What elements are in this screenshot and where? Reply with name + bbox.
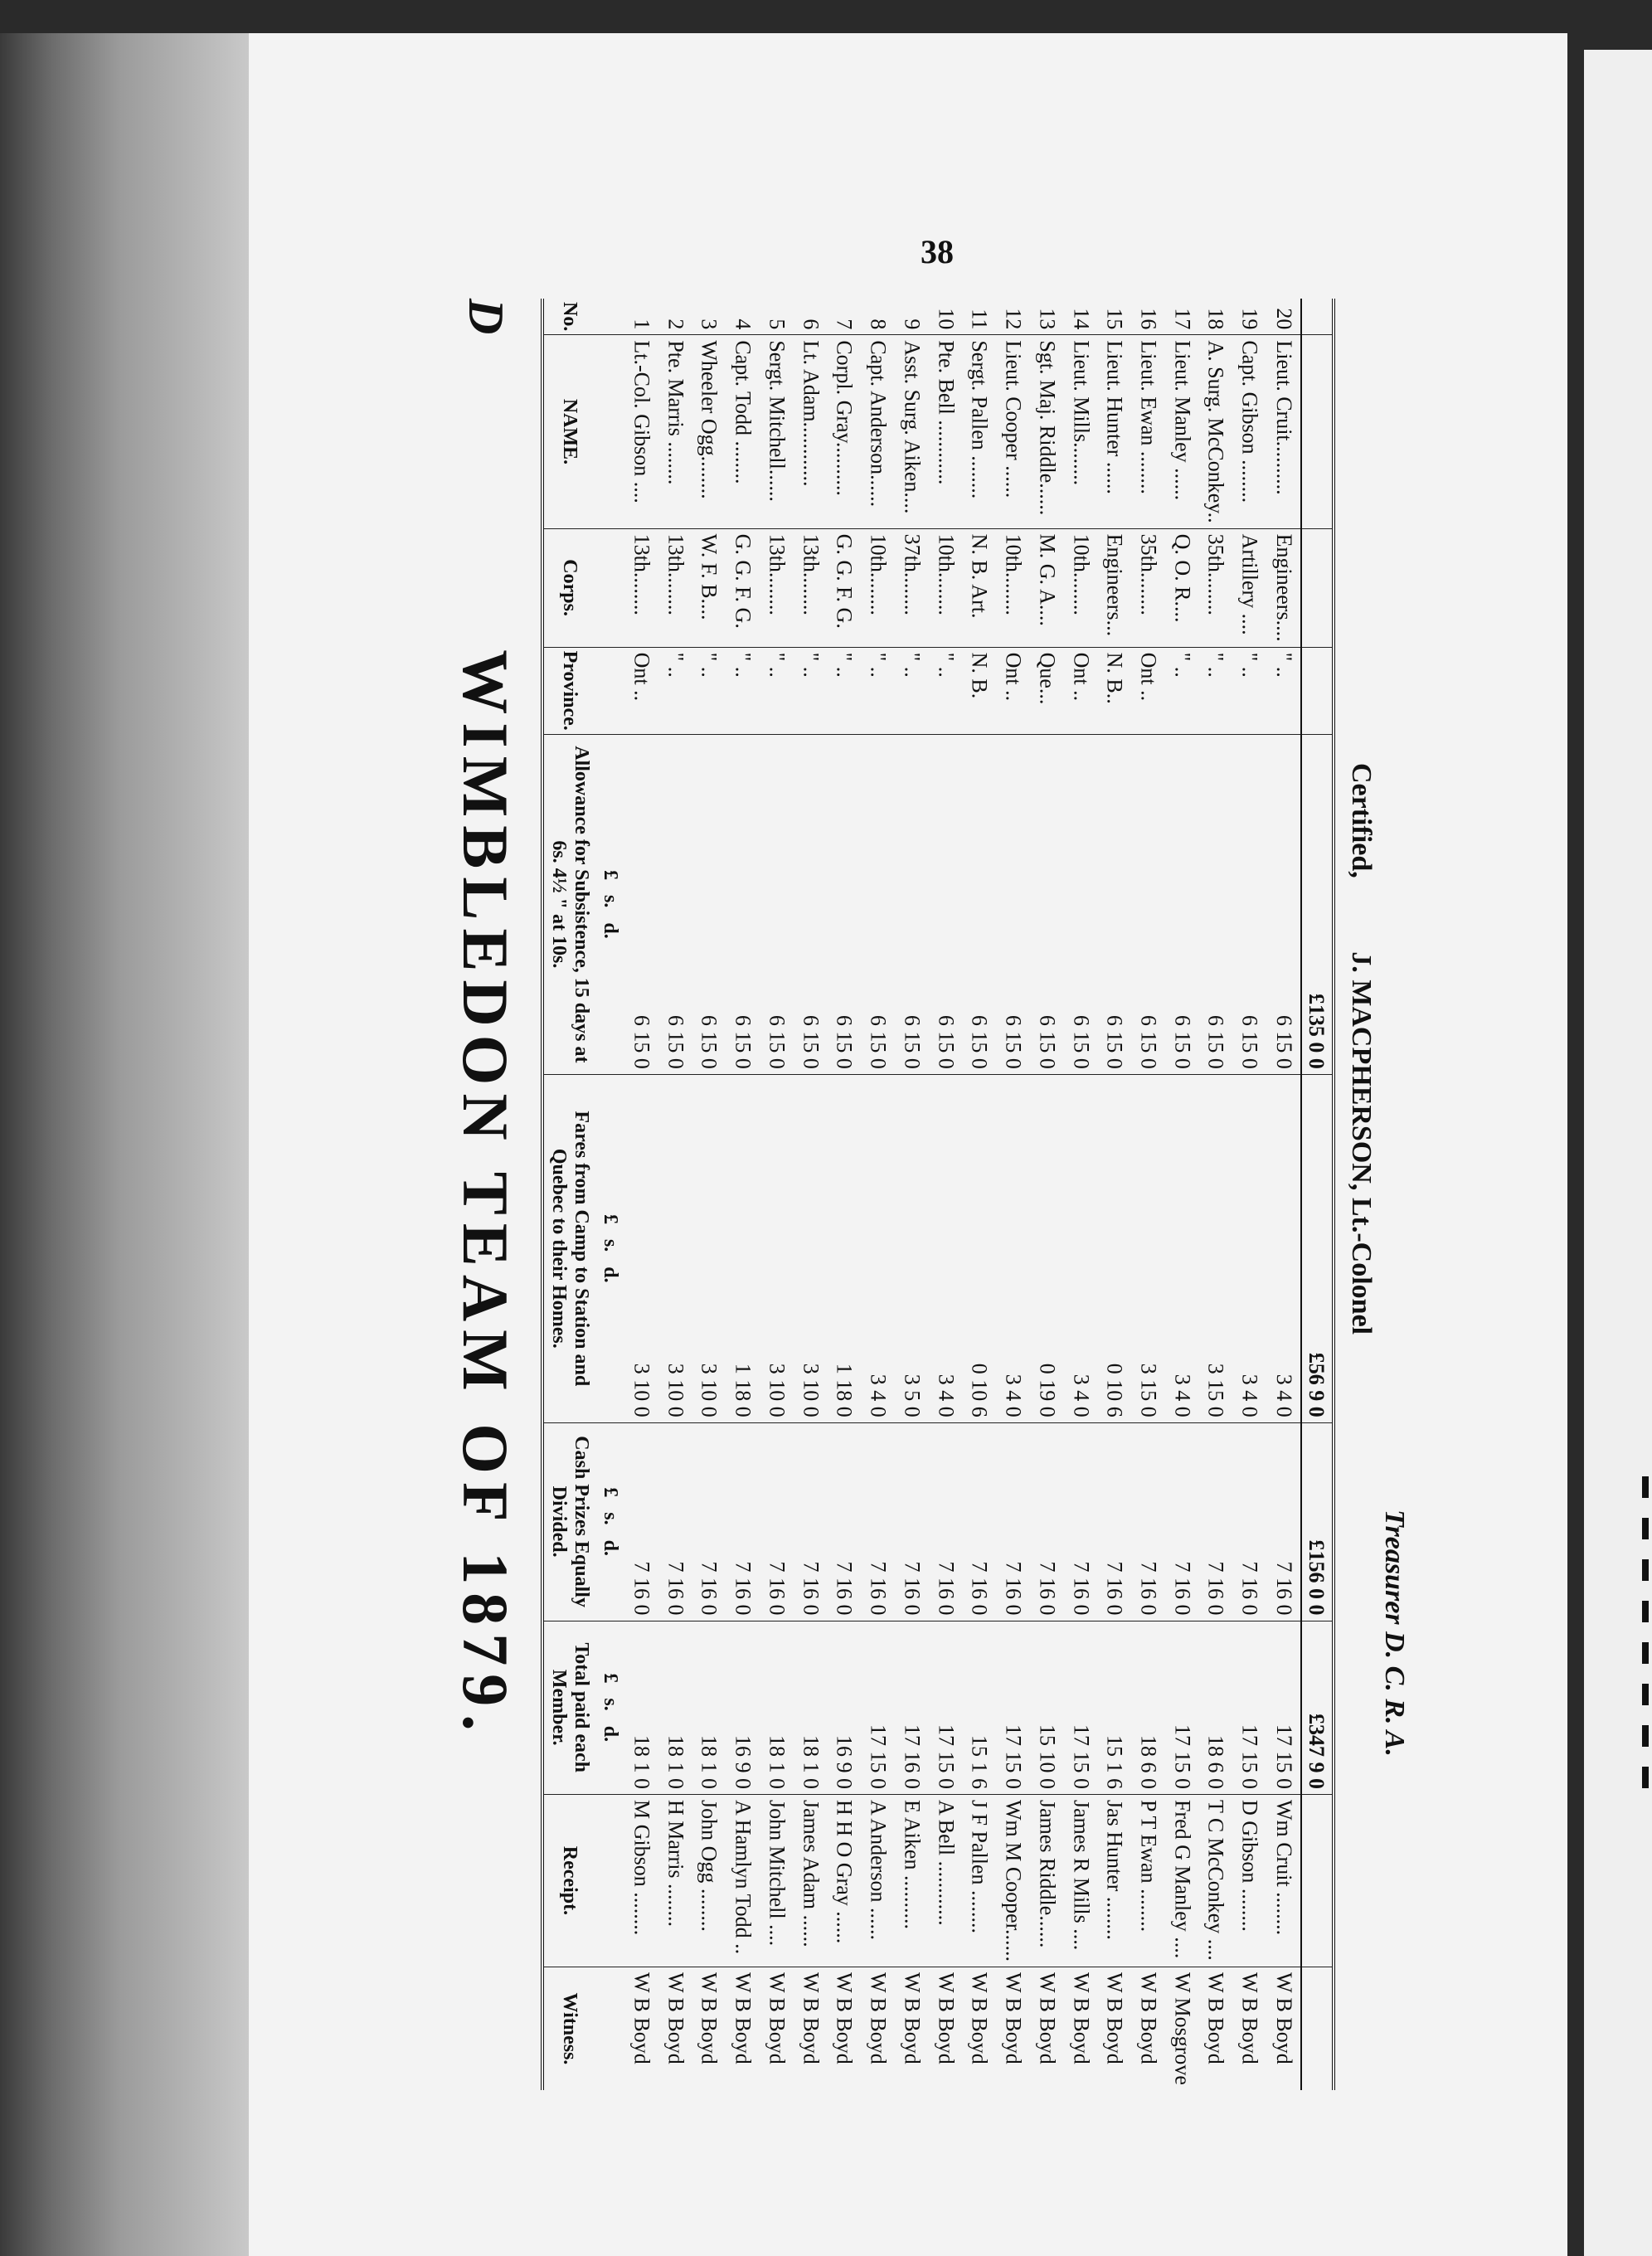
- row-corps: G. G. F. G.: [827, 528, 861, 647]
- row-prizes: 7 16 0: [861, 1422, 895, 1621]
- row-corps: N. B. Art.: [962, 528, 996, 647]
- row-number: 12: [996, 299, 1030, 335]
- row-number: 1: [624, 299, 658, 335]
- row-number: 6: [794, 299, 828, 335]
- row-receipt: P T Ewan ........: [1131, 1794, 1165, 1967]
- table-row: [1266, 299, 1301, 2090]
- row-allowance: 6 15 0: [1030, 734, 1064, 1074]
- header-no: No.: [544, 299, 595, 335]
- row-province: " ..: [658, 647, 692, 734]
- row-witness: W B Boyd: [832, 1972, 857, 2064]
- row-province: N. B.: [962, 647, 996, 734]
- row-prizes: 7 16 0: [760, 1422, 794, 1621]
- total-allowance: £135 0 0: [1301, 734, 1332, 1074]
- row-allowance: 6 15 0: [1064, 734, 1098, 1074]
- row-witness: W B Boyd: [663, 1972, 688, 2064]
- row-allowance: 6 15 0: [1198, 734, 1232, 1074]
- row-allowance: 6 15 0: [794, 734, 828, 1074]
- row-witness: W B Boyd: [866, 1972, 891, 2064]
- table-row: [794, 299, 828, 2090]
- lsd-total: £ s. d.: [595, 1621, 624, 1794]
- book-spine-edge: [0, 33, 265, 2256]
- row-fares: 3 4 0: [1064, 1074, 1098, 1422]
- row-receipt: James Adam ......: [794, 1794, 828, 1967]
- table-row: [1165, 299, 1199, 2090]
- table-row: [962, 299, 996, 2090]
- row-witness: W B Boyd: [799, 1972, 824, 2064]
- row-province: " ..: [1266, 647, 1301, 734]
- row-receipt: James Riddle......: [1030, 1794, 1064, 1967]
- certification-line: [1345, 763, 1377, 1335]
- row-witness: W B Boyd: [731, 1972, 756, 2064]
- row-allowance: 6 15 0: [658, 734, 692, 1074]
- row-fares: 3 4 0: [1266, 1074, 1301, 1422]
- row-total: 17 15 0: [1232, 1621, 1266, 1794]
- row-witness: W B Boyd: [697, 1972, 722, 2064]
- row-witness: W B Boyd: [1237, 1972, 1262, 2064]
- row-name: Lieut. Manley ......: [1165, 335, 1199, 528]
- row-number: 3: [692, 299, 726, 335]
- row-number: 14: [1064, 299, 1098, 335]
- row-total: 18 1 0: [692, 1621, 726, 1794]
- certifier-name: J. MACPHERSON, Lt.-Colonel: [1346, 951, 1377, 1335]
- table-row: [827, 299, 861, 2090]
- row-number: 11: [962, 299, 996, 335]
- row-fares: 3 4 0: [996, 1074, 1030, 1422]
- row-prizes: 7 16 0: [624, 1422, 658, 1621]
- row-witness: W B Boyd: [1136, 1972, 1161, 2064]
- row-receipt: E Aiken ..........: [895, 1794, 929, 1967]
- row-number: 20: [1266, 299, 1301, 335]
- row-total: 17 15 0: [996, 1621, 1030, 1794]
- row-prizes: 7 16 0: [996, 1422, 1030, 1621]
- row-name: Capt. Gibson ........: [1232, 335, 1266, 528]
- row-prizes: 7 16 0: [962, 1422, 996, 1621]
- header-fares: Fares from Camp to Station and Quebec to their Homes.: [544, 1074, 595, 1422]
- row-corps: 13th........: [794, 528, 828, 647]
- row-fares: 1 18 0: [827, 1074, 861, 1422]
- row-total: 15 1 6: [962, 1621, 996, 1794]
- row-corps: 37th........: [895, 528, 929, 647]
- row-witness: W B Boyd: [1272, 1972, 1297, 2064]
- row-witness: W B Boyd: [933, 1972, 958, 2064]
- row-corps: M. G. A....: [1030, 528, 1064, 647]
- row-fares: 3 5 0: [895, 1074, 929, 1422]
- row-name: Lieut. Cruit..........: [1266, 335, 1301, 528]
- row-prizes: 7 16 0: [1232, 1422, 1266, 1621]
- row-province: Que...: [1030, 647, 1064, 734]
- table-row: [1064, 299, 1098, 2090]
- row-receipt: Jas Hunter ........: [1097, 1794, 1131, 1967]
- row-witness: W B Boyd: [629, 1972, 654, 2064]
- row-receipt: John Mitchell ....: [760, 1794, 794, 1967]
- header-row: [544, 299, 595, 2090]
- row-prizes: 7 16 0: [1198, 1422, 1232, 1621]
- row-total: 18 1 0: [624, 1621, 658, 1794]
- treasurer-title: Treasurer D. C. R. A.: [1379, 1510, 1410, 1757]
- row-allowance: 6 15 0: [1165, 734, 1199, 1074]
- row-fares: 3 10 0: [692, 1074, 726, 1422]
- row-province: " ..: [1198, 647, 1232, 734]
- team-table-frame: [541, 299, 1335, 2090]
- row-fares: 3 10 0: [760, 1074, 794, 1422]
- row-total: 17 15 0: [861, 1621, 895, 1794]
- row-witness: W B Boyd: [1001, 1972, 1026, 2064]
- row-prizes: 7 16 0: [692, 1422, 726, 1621]
- row-receipt: J F Pallen ........: [962, 1794, 996, 1967]
- row-witness: W B Boyd: [1102, 1972, 1127, 2064]
- row-number: 10: [929, 299, 963, 335]
- row-total: 16 9 0: [827, 1621, 861, 1794]
- lsd-allowance: £ s. d.: [595, 734, 624, 1074]
- facing-page-edge: [1584, 50, 1652, 2256]
- row-witness: W B Boyd: [1035, 1972, 1060, 2064]
- row-province: Ont ..: [1064, 647, 1098, 734]
- table-row: [1232, 299, 1266, 2090]
- row-name: Lt. Adam............: [794, 335, 828, 528]
- row-number: 16: [1131, 299, 1165, 335]
- row-corps: 35th........: [1131, 528, 1165, 647]
- row-corps: 13th........: [760, 528, 794, 647]
- row-corps: 10th........: [929, 528, 963, 647]
- row-allowance: 6 15 0: [1232, 734, 1266, 1074]
- row-receipt: Wm Cruit ........: [1266, 1794, 1301, 1967]
- row-fares: 0 19 0: [1030, 1074, 1064, 1422]
- table-row: [760, 299, 794, 2090]
- table-row: [624, 299, 658, 2090]
- table-row: [692, 299, 726, 2090]
- row-prizes: 7 16 0: [1030, 1422, 1064, 1621]
- row-prizes: 7 16 0: [1097, 1422, 1131, 1621]
- row-prizes: 7 16 0: [827, 1422, 861, 1621]
- total-prizes: £156 0 0: [1301, 1422, 1332, 1621]
- row-corps: G. G. F. G.: [726, 528, 760, 647]
- row-corps: 35th........: [1198, 528, 1232, 647]
- row-fares: 0 10 6: [1097, 1074, 1131, 1422]
- row-number: 15: [1097, 299, 1131, 335]
- row-receipt: A Anderson ......: [861, 1794, 895, 1967]
- row-province: " ..: [1232, 647, 1266, 734]
- row-number: 2: [658, 299, 692, 335]
- table-row: [1097, 299, 1131, 2090]
- row-name: A. Surg. McConkey..: [1198, 335, 1232, 528]
- row-corps: 10th........: [861, 528, 895, 647]
- row-name: Sergt. Pallen ........: [962, 335, 996, 528]
- row-allowance: 6 15 0: [1131, 734, 1165, 1074]
- row-prizes: 7 16 0: [1165, 1422, 1199, 1621]
- row-name: Pte. Marris ........: [658, 335, 692, 528]
- row-corps: Artillery ....: [1232, 528, 1266, 647]
- row-allowance: 6 15 0: [624, 734, 658, 1074]
- row-province: " ..: [726, 647, 760, 734]
- row-prizes: 7 16 0: [1131, 1422, 1165, 1621]
- row-total: 18 6 0: [1198, 1621, 1232, 1794]
- row-name: Wheeler Ogg........: [692, 335, 726, 528]
- row-number: 7: [827, 299, 861, 335]
- row-allowance: 6 15 0: [726, 734, 760, 1074]
- row-number: 17: [1165, 299, 1199, 335]
- row-fares: 3 15 0: [1198, 1074, 1232, 1422]
- lsd-fares: £ s. d.: [595, 1074, 624, 1422]
- row-province: " ..: [794, 647, 828, 734]
- row-corps: Q. O. R....: [1165, 528, 1199, 647]
- row-province: " ..: [760, 647, 794, 734]
- table-row: [996, 299, 1030, 2090]
- header-province: Province.: [544, 647, 595, 734]
- row-name: Sergt. Mitchell......: [760, 335, 794, 528]
- row-corps: 10th........: [1064, 528, 1098, 647]
- row-allowance: 6 15 0: [861, 734, 895, 1074]
- row-receipt: H H O Gray ......: [827, 1794, 861, 1967]
- row-prizes: 7 16 0: [658, 1422, 692, 1621]
- row-receipt: T C McConkey ....: [1198, 1794, 1232, 1967]
- row-allowance: 6 15 0: [929, 734, 963, 1074]
- lsd-row: [595, 299, 624, 2090]
- row-province: Ont ..: [1131, 647, 1165, 734]
- table-row: [929, 299, 963, 2090]
- row-allowance: 6 15 0: [760, 734, 794, 1074]
- row-witness: W B Boyd: [967, 1972, 992, 2064]
- row-province: " ..: [692, 647, 726, 734]
- row-prizes: 7 16 0: [929, 1422, 963, 1621]
- row-name: Capt. Todd ........: [726, 335, 760, 528]
- page-number: 38: [921, 233, 954, 270]
- header-prizes: Cash Prizes Equally Divided.: [544, 1422, 595, 1621]
- row-allowance: 6 15 0: [827, 734, 861, 1074]
- row-total: 16 9 0: [726, 1621, 760, 1794]
- row-total: 17 15 0: [1165, 1621, 1199, 1794]
- row-province: " ..: [1165, 647, 1199, 734]
- row-province: Ont ..: [624, 647, 658, 734]
- row-total: 18 1 0: [794, 1621, 828, 1794]
- row-receipt: Fred G Manley ....: [1165, 1794, 1199, 1967]
- row-corps: 13th........: [658, 528, 692, 647]
- row-witness: W B Boyd: [765, 1972, 790, 2064]
- row-name: Lieut. Cooper ......: [996, 335, 1030, 528]
- team-table: [544, 299, 1332, 2090]
- row-province: " ..: [861, 647, 895, 734]
- row-allowance: 6 15 0: [962, 734, 996, 1074]
- row-receipt: M Gibson ........: [624, 1794, 658, 1967]
- row-total: 17 15 0: [929, 1621, 963, 1794]
- row-name: Lieut. Ewan ........: [1131, 335, 1165, 528]
- row-fares: 0 10 6: [962, 1074, 996, 1422]
- row-fares: 3 15 0: [1131, 1074, 1165, 1422]
- header-witness: Witness.: [559, 1992, 581, 2065]
- header-receipt: Receipt.: [544, 1794, 595, 1967]
- total-paid: £347 9 0: [1301, 1621, 1332, 1794]
- row-total: 17 16 0: [895, 1621, 929, 1794]
- row-name: Lieut. Hunter ......: [1097, 335, 1131, 528]
- row-number: 8: [861, 299, 895, 335]
- header-name: NAME.: [544, 335, 595, 528]
- row-allowance: 6 15 0: [1097, 734, 1131, 1074]
- row-receipt: James R Mills ....: [1064, 1794, 1098, 1967]
- row-name: Pte. Bell ............: [929, 335, 963, 528]
- table-row: [861, 299, 895, 2090]
- row-allowance: 6 15 0: [692, 734, 726, 1074]
- row-fares: 3 4 0: [1165, 1074, 1199, 1422]
- row-receipt: Wm M Cooper......: [996, 1794, 1030, 1967]
- row-allowance: 6 15 0: [996, 734, 1030, 1074]
- certified-label: Certified,: [1346, 763, 1377, 878]
- table-row: [726, 299, 760, 2090]
- row-corps: Engineers...: [1097, 528, 1131, 647]
- row-fares: 3 4 0: [929, 1074, 963, 1422]
- row-receipt: A Bell ............: [929, 1794, 963, 1967]
- totals-row: [1301, 299, 1332, 2090]
- row-allowance: 6 15 0: [895, 734, 929, 1074]
- row-name: Corpl. Gray..........: [827, 335, 861, 528]
- row-corps: 10th........: [996, 528, 1030, 647]
- row-prizes: 7 16 0: [794, 1422, 828, 1621]
- row-number: 9: [895, 299, 929, 335]
- page-title: WIMBLEDON TEAM OF 1879.: [449, 649, 522, 1739]
- header-corps: Corps.: [544, 528, 595, 647]
- row-number: 5: [760, 299, 794, 335]
- rotated-table-block: [431, 299, 1410, 2090]
- header-allowance: Allowance for Subsistence, 15 days at 6s. 4½ " at 10s.: [544, 734, 595, 1074]
- row-name: Asst. Surg. Aiken....: [895, 335, 929, 528]
- row-province: Ont ..: [996, 647, 1030, 734]
- row-province: " ..: [895, 647, 929, 734]
- row-number: 18: [1198, 299, 1232, 335]
- row-province: " ..: [827, 647, 861, 734]
- lsd-prizes: £ s. d.: [595, 1422, 624, 1621]
- row-name: Lt.-Col. Gibson ....: [624, 335, 658, 528]
- row-name: Sgt. Maj. Riddle......: [1030, 335, 1064, 528]
- row-number: 19: [1232, 299, 1266, 335]
- row-witness: W B Boyd: [1068, 1972, 1093, 2064]
- table-row: [1030, 299, 1064, 2090]
- row-receipt: John Ogg ........: [692, 1794, 726, 1967]
- row-name: Lieut. Mills........: [1064, 335, 1098, 528]
- row-corps: W. F. B....: [692, 528, 726, 647]
- row-total: 15 10 0: [1030, 1621, 1064, 1794]
- total-fares: £56 9 0: [1301, 1074, 1332, 1422]
- row-prizes: 7 16 0: [1064, 1422, 1098, 1621]
- row-province: N. B..: [1097, 647, 1131, 734]
- row-witness: W B Boyd: [900, 1972, 925, 2064]
- table-row: [1198, 299, 1232, 2090]
- row-total: 18 1 0: [760, 1621, 794, 1794]
- row-fares: 3 10 0: [794, 1074, 828, 1422]
- table-row: [658, 299, 692, 2090]
- row-prizes: 7 16 0: [726, 1422, 760, 1621]
- row-corps: Engineers....: [1266, 528, 1301, 647]
- row-province: " ..: [929, 647, 963, 734]
- row-total: 17 15 0: [1064, 1621, 1098, 1794]
- table-row: [1131, 299, 1165, 2090]
- row-total: 18 6 0: [1131, 1621, 1165, 1794]
- row-name: Capt. Anderson......: [861, 335, 895, 528]
- row-receipt: A Hamlyn Todd ..: [726, 1794, 760, 1967]
- row-prizes: 7 16 0: [1266, 1422, 1301, 1621]
- corner-letter: D: [459, 299, 513, 335]
- row-witness: W B Boyd: [1203, 1972, 1228, 2064]
- row-number: 13: [1030, 299, 1064, 335]
- table-row: [895, 299, 929, 2090]
- header-total: Total paid each Member.: [544, 1621, 595, 1794]
- row-fares: 3 10 0: [658, 1074, 692, 1422]
- row-number: 4: [726, 299, 760, 335]
- row-corps: 13th........: [624, 528, 658, 647]
- row-fares: 3 4 0: [1232, 1074, 1266, 1422]
- row-fares: 3 10 0: [624, 1074, 658, 1422]
- row-prizes: 7 16 0: [895, 1422, 929, 1621]
- row-allowance: 6 15 0: [1266, 734, 1301, 1074]
- row-witness: W Mosgrove: [1170, 1972, 1195, 2085]
- row-receipt: H Marris ........: [658, 1794, 692, 1967]
- row-fares: 1 18 0: [726, 1074, 760, 1422]
- row-total: 18 1 0: [658, 1621, 692, 1794]
- row-total: 15 1 6: [1097, 1621, 1131, 1794]
- row-receipt: D Gibson ........: [1232, 1794, 1266, 1967]
- row-fares: 3 4 0: [861, 1074, 895, 1422]
- row-total: 17 15 0: [1266, 1621, 1301, 1794]
